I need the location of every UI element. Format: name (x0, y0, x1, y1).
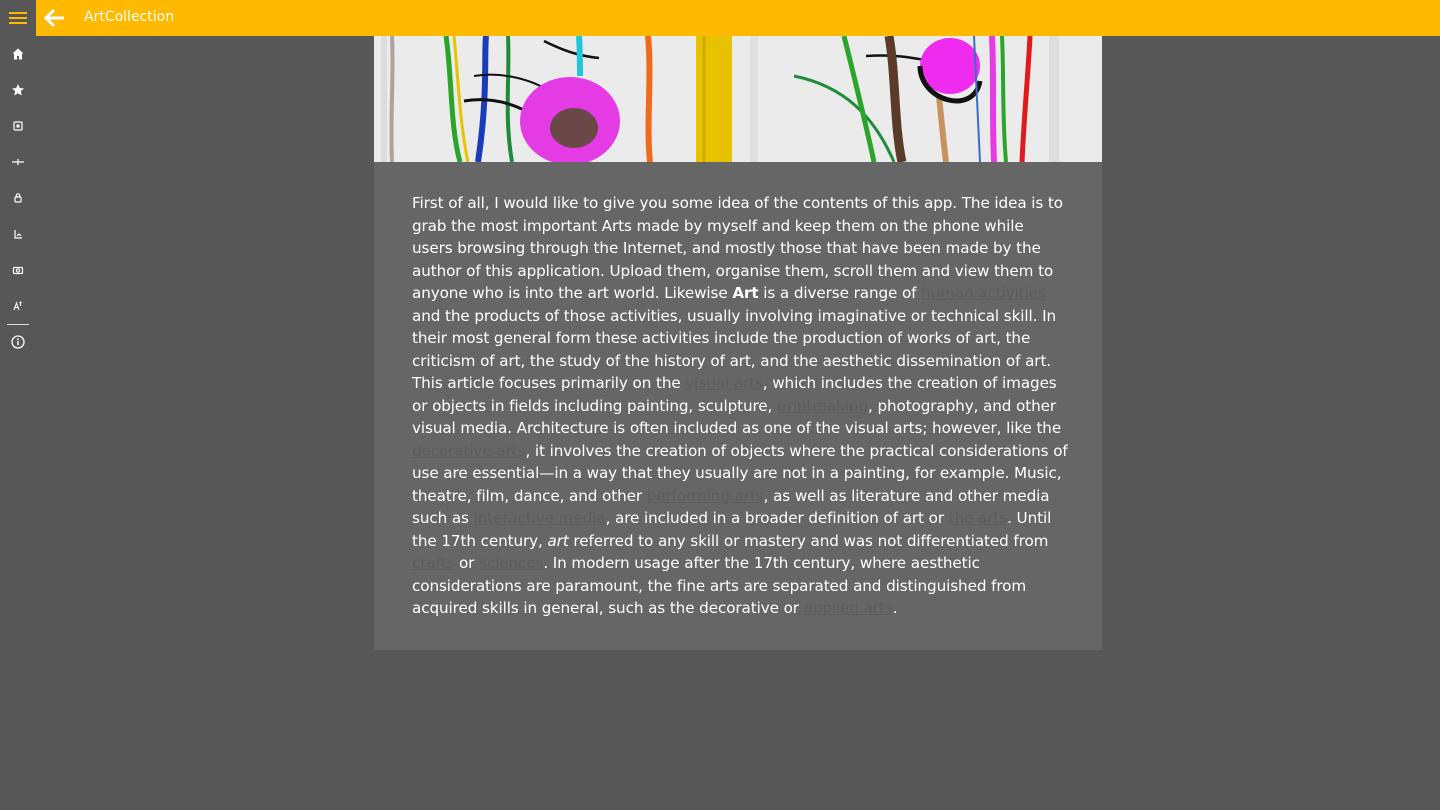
square-icon (12, 120, 24, 132)
nav-item-home[interactable] (0, 36, 36, 72)
article-panel (374, 36, 1102, 650)
link-performing-arts[interactable]: performing arts (646, 486, 764, 505)
article-italic-term: art (547, 531, 569, 550)
back-button[interactable] (40, 4, 68, 32)
back-arrow-icon (44, 9, 64, 27)
artwork-drawing (374, 36, 1102, 162)
info-icon (11, 335, 25, 349)
article-text-segment: and the products of those activities, usually involving imaginative or technical skill. In their most general form these activities include the production of works of art, the criticism of art, the study of the history of art, and the aesthetic dissemination of art. This article focuses primarily on the (412, 306, 1056, 392)
nav-item-favorites[interactable] (0, 72, 36, 108)
article-text-segment: , as well as literature and other media such as (412, 486, 1050, 527)
link-human-activities[interactable]: human activities (921, 284, 1046, 302)
article-text-segment: . Until the 17th century, (412, 509, 1052, 550)
nav-item-info[interactable] (0, 324, 36, 360)
article-text-segment: , it involves the creation of objects where the practical considerations of use are essential—in a way that they usually are not in a painting, for example. Music, theatre, film, dance, and other (412, 441, 1068, 505)
link-sciences[interactable]: sciences (479, 554, 544, 572)
title-bar (0, 0, 1440, 36)
font-size-icon (12, 300, 24, 312)
nav-item-font[interactable] (0, 288, 36, 324)
hamburger-icon (9, 12, 27, 24)
article-text (412, 192, 1068, 620)
nav-item-security[interactable] (0, 180, 36, 216)
sidebar (0, 36, 36, 810)
crosshair-icon (11, 156, 25, 168)
artwork-image (374, 36, 1102, 162)
star-icon (11, 83, 25, 97)
link-crafts[interactable]: crafts (412, 554, 455, 572)
link-visual-arts[interactable]: visual arts (685, 374, 763, 392)
link-decorative-arts[interactable]: decorative arts (412, 441, 526, 460)
article-text-segment: . In modern usage after the 17th century, where aesthetic considerations are paramount, the fine arts are separated and distinguished from acquired skills in general, such as the decorative or (412, 554, 1027, 617)
article-text-segment: is a diverse range of (758, 284, 922, 302)
chart-icon (12, 228, 24, 240)
menu-button[interactable] (0, 0, 36, 36)
nav-item-ranking[interactable] (0, 216, 36, 252)
camera-icon (12, 264, 24, 276)
link-applied-arts[interactable]: applied arts (803, 599, 893, 617)
article-text-segment: or (454, 554, 480, 572)
lock-icon (12, 192, 24, 204)
link-printmaking[interactable]: printmaking (777, 396, 868, 415)
article-text-segment: , are included in a broader definition of art or (605, 509, 949, 527)
nav-item-media[interactable] (0, 252, 36, 288)
article-text-segment: . (892, 599, 898, 617)
article-text-segment: First of all, I would like to give you some idea of the contents of this app. The idea is to grab the most important Arts made by myself and keep them on the phone while users browsing through the Internet, and mostly those that have been made by the author of this application. Upload them, organise them, scroll them and view them to anyone who is into the art world. Likewise (412, 194, 1063, 302)
article-text-segment: , which includes the creation of images or objects in fields including painting, sculpture, (412, 374, 1057, 415)
app-title: ArtCollection (84, 9, 175, 25)
link-interactive-media[interactable]: interactive media (473, 509, 606, 527)
article-text-segment: referred to any skill or mastery and was not differentiated from (568, 531, 1049, 550)
article-text-segment: , photography, and other visual media. Architecture is often included as one of the visual arts; however, like the (412, 396, 1062, 437)
nav-item-gallery[interactable] (0, 108, 36, 144)
nav-item-tools[interactable] (0, 144, 36, 180)
home-icon (11, 47, 25, 61)
article-bold-term: Art (732, 284, 759, 302)
link-the-arts[interactable]: the arts (948, 509, 1008, 527)
